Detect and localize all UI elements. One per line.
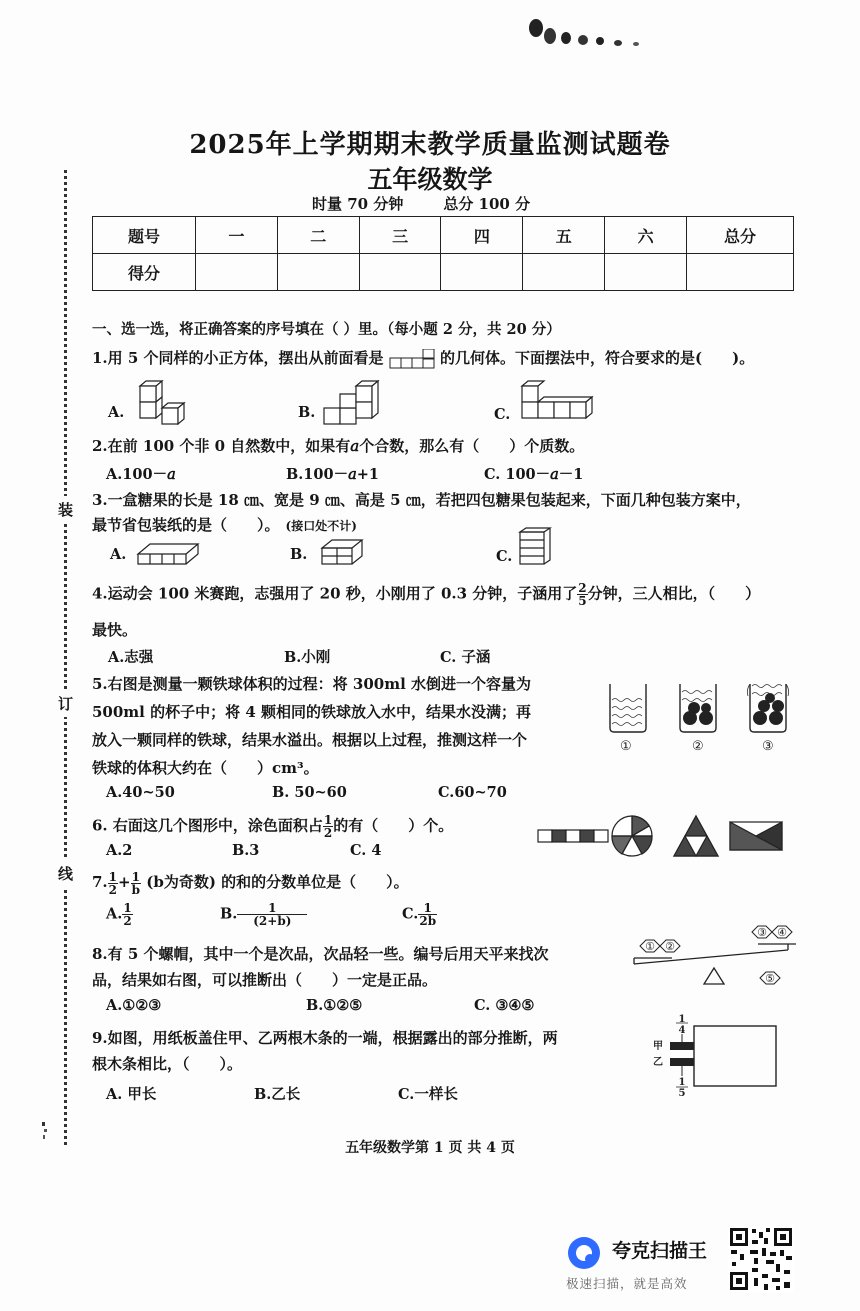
bot-fraction-den: 5 (678, 1088, 686, 1099)
question-5-line-3: 放入一颗同样的铁球，结果水溢出。根据以上过程，推测这样一个 (92, 731, 528, 749)
top-fraction-den: 4 (678, 1025, 686, 1036)
q2-option-a[interactable]: A.100－𝑎 (106, 466, 176, 483)
total-score: 总分 100 分 (443, 195, 531, 213)
q7-fraction-1 (108, 871, 118, 896)
question-4-line-2: 最快。 (92, 621, 138, 639)
margin-char-xian: 线 (58, 860, 73, 887)
q6-option-c[interactable]: C. 4 (350, 842, 382, 859)
quark-logo-icon (566, 1235, 602, 1271)
q6-fraction (323, 814, 333, 839)
frac-numerator: 1 (108, 869, 118, 884)
box-pack-a-icon (136, 538, 202, 566)
exam-title: 2025年上学期期末教学质量监测试题卷 (189, 130, 671, 160)
time-limit: 时量 70 分钟 (312, 195, 404, 213)
shaded-shapes-figure-icon (536, 814, 786, 858)
box-pack-c-icon (518, 526, 554, 566)
q7-text-b: (b为奇数) 的和的分数单位是（ ）。 (146, 873, 409, 891)
q7-plus: + (118, 873, 131, 891)
q3-text2: 最节省包装纸的是（ ）。 (92, 516, 280, 534)
score-blank[interactable] (359, 254, 441, 291)
frac-denominator: (2+b) (253, 914, 292, 928)
covered-sticks-icon (648, 1014, 780, 1100)
frac-denominator: 5 (578, 594, 587, 608)
watermark-name: 夸克扫描王 (612, 1240, 708, 1262)
score-blank[interactable] (523, 254, 605, 291)
score-cell: 得分 (93, 254, 196, 291)
q7-opt-b-fraction (237, 902, 307, 927)
q7-opt-b-label: B. (220, 905, 238, 923)
question-5-line-1: 5.右图是测量一颗铁球体积的过程：将 300ml 水倒进一个容量为 (92, 675, 531, 693)
q8-option-a[interactable]: A.①②③ (106, 997, 162, 1014)
score-cell: 五 (523, 217, 605, 254)
margin-char-zhuang: 装 (58, 496, 73, 523)
q4-text-b: 分钟，三人相比，（ ） (587, 584, 761, 603)
watermark-slogan: 极速扫描，就是高效 (566, 1276, 688, 1291)
nut-label: ② (665, 940, 675, 953)
q9-option-b[interactable]: B.乙长 (254, 1086, 301, 1103)
score-cell: 四 (441, 217, 523, 254)
question-8-line-1: 8.有 5 个螺帽，其中一个是次品，次品轻一些。编号后用天平来找次 (92, 945, 549, 963)
q9-option-c[interactable]: C.一样长 (398, 1086, 458, 1103)
score-table (92, 216, 794, 291)
frac-numerator: 1 (323, 813, 333, 827)
q6-text-b: 的有（ ）个。 (333, 816, 454, 835)
frac-denominator: 2b (419, 914, 437, 928)
question-8-line-2: 品，结果如右图，可以推断出（ ）一定是正品。 (92, 971, 438, 989)
q6-option-a[interactable]: A.2 (106, 842, 133, 859)
frac-numerator: 2 (578, 581, 587, 595)
frac-numerator: 1 (418, 902, 437, 915)
q5-option-a[interactable]: A.40~50 (106, 784, 175, 801)
q6-option-b[interactable]: B.3 (232, 842, 260, 859)
q9-option-a[interactable]: A. 甲长 (106, 1086, 157, 1103)
question-9-line-1: 9.如图，用纸板盖住甲、乙两根木条的一端，根据露出的部分推断，两 (92, 1029, 558, 1047)
frac-numerator: 1 (123, 901, 132, 915)
q6-text-a: 6. 右面这几个图形中，涂色面积占 (92, 816, 323, 835)
question-2: 2.在前 100 个非 0 自然数中，如果有𝑎个合数，那么有（ ）个质数。 (92, 437, 585, 455)
frac-denominator: 2 (123, 914, 132, 928)
q7-opt-a-fraction (122, 902, 132, 927)
q1-text-a: 1.用 5 个同样的小正方体，摆出从前面看是 (92, 349, 384, 367)
question-5-line-2: 500ml 的杯子中；将 4 颗相同的铁球放入水中，结果水没满；再 (92, 703, 531, 721)
balance-scale-icon (628, 920, 802, 992)
question-5-line-4: 铁球的体积大约在（ ）cm³。 (92, 759, 319, 777)
nut-label: ④ (777, 926, 787, 939)
score-cell: 一 (196, 217, 278, 254)
score-cell: 三 (359, 217, 441, 254)
q4-text-a: 4.运动会 100 米赛跑，志强用了 20 秒，小刚用了 0.3 分钟，子涵用了 (92, 584, 578, 603)
question-1 (92, 348, 754, 369)
exam-subtitle: 五年级数学 (367, 165, 493, 194)
q4-option-a[interactable]: A.志强 (108, 649, 154, 666)
frac-numerator: 1 (131, 869, 140, 884)
q7-opt-c-label: C. (402, 905, 419, 923)
q3-option-a[interactable]: A. (110, 546, 127, 563)
q1-option-c[interactable]: C. (494, 406, 511, 423)
question-4-line-1 (92, 582, 760, 607)
q1-option-b[interactable]: B. (298, 404, 316, 421)
frac-denominator: 2 (323, 826, 333, 840)
cube-arrangement-b-icon (322, 380, 392, 430)
score-blank[interactable] (277, 254, 359, 291)
binding-dotted-line (64, 170, 67, 1145)
question-9-line-2: 根木条相比，（ ）。 (92, 1055, 243, 1073)
question-7 (92, 870, 409, 896)
top-fraction-num: 1 (678, 1014, 686, 1025)
q7-opt-c-fraction (418, 902, 437, 927)
score-table-header-row (93, 217, 794, 254)
q7-fraction-2 (131, 871, 141, 896)
cup-label-3: ③ (762, 739, 774, 754)
section-1-heading: 一、选一选，将正确答案的序号填在（ ）里。（每小题 2 分，共 20 分） (92, 321, 561, 338)
q2-option-c[interactable]: C. 100－𝑎－1 (484, 466, 584, 483)
score-blank[interactable] (687, 254, 794, 291)
margin-char-ding: 订 (58, 690, 73, 717)
score-blank[interactable] (196, 254, 278, 291)
nut-label: ⑤ (765, 972, 775, 985)
q3-option-b[interactable]: B. (290, 546, 308, 563)
score-cell: 题号 (93, 217, 196, 254)
beaker-figure-icon (606, 680, 802, 754)
bot-fraction-num: 1 (678, 1077, 686, 1088)
nut-label: ① (645, 940, 655, 953)
front-view-icon (389, 349, 435, 369)
cube-arrangement-c-icon (518, 378, 598, 428)
q5-option-b[interactable]: B. 50~60 (272, 784, 347, 801)
question-6 (92, 814, 453, 839)
q2-option-b[interactable]: B.100－𝑎+1 (286, 466, 379, 483)
frac-numerator: 1 (237, 902, 307, 915)
score-blank[interactable] (441, 254, 523, 291)
score-blank[interactable] (605, 254, 687, 291)
score-table-score-row (93, 254, 794, 291)
q3-option-c[interactable]: C. (496, 548, 513, 565)
qr-code-icon (728, 1226, 794, 1292)
q1-text-b: 的几何体。下面摆法中，符合要求的是( )。 (440, 349, 755, 367)
q5-option-c[interactable]: C.60~70 (438, 784, 507, 801)
cup-label-2: ② (692, 739, 704, 754)
score-cell: 总分 (687, 217, 794, 254)
frac-denominator: b (131, 882, 140, 897)
q1-option-a[interactable]: A. (108, 404, 125, 421)
stick-label-yi: 乙 (653, 1057, 663, 1068)
q7-option-a[interactable] (106, 902, 133, 927)
q7-option-b[interactable] (220, 902, 307, 927)
frac-denominator: 2 (108, 882, 118, 897)
q7-option-c[interactable] (402, 902, 437, 927)
page-footer: 五年级数学第 1 页 共 4 页 (345, 1140, 515, 1156)
q3-note: (接口处不计) (285, 519, 357, 533)
q4-option-b[interactable]: B.小刚 (284, 649, 331, 666)
question-3-line-2 (92, 515, 357, 536)
score-cell: 二 (277, 217, 359, 254)
cup-label-1: ① (620, 739, 632, 754)
exam-meta (312, 193, 530, 214)
q7-opt-a-label: A. (106, 905, 123, 923)
q4-option-c[interactable]: C. 子涵 (440, 649, 491, 666)
score-cell: 六 (605, 217, 687, 254)
question-3-line-1: 3.一盒糖果的长是 18 ㎝、宽是 9 ㎝、高是 5 ㎝，若把四包糖果包装起来，下面几种包装方案中， (92, 491, 751, 509)
box-pack-b-icon (320, 538, 366, 566)
stick-label-jia: 甲 (653, 1041, 663, 1052)
q8-option-c[interactable]: C. ③④⑤ (474, 997, 535, 1014)
nut-label: ③ (757, 926, 767, 939)
q8-option-b[interactable]: B.①②⑤ (306, 997, 363, 1014)
q4-fraction (577, 582, 587, 607)
scan-blotch (528, 16, 648, 50)
q7-text-a: 7. (92, 873, 108, 891)
cube-arrangement-a-icon (134, 380, 204, 430)
